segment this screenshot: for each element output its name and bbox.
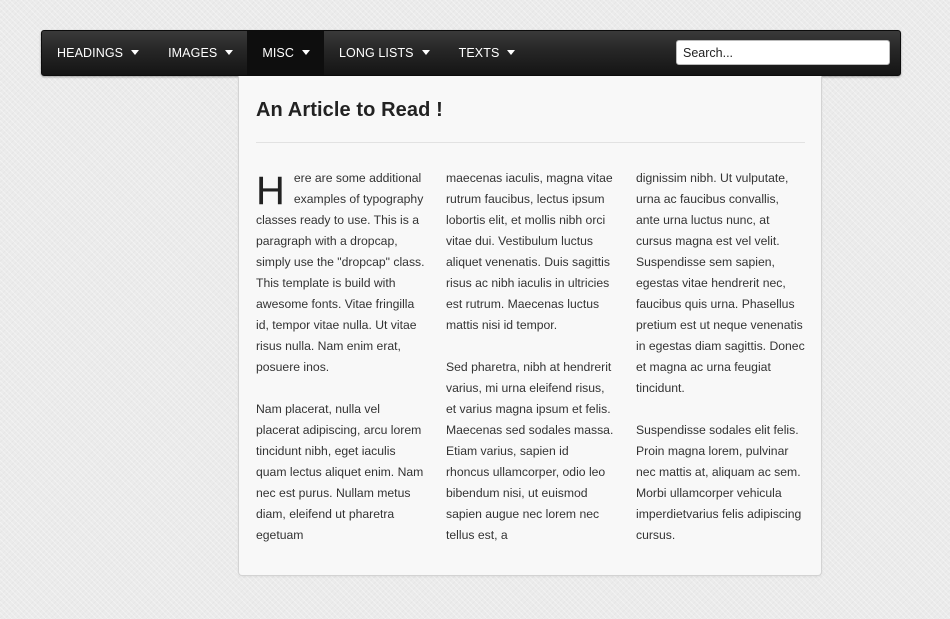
paragraph-text: ere are some additional examples of typography classes ready to use. This is a paragraph with a dropcap, simply use the "dropcap" class. This template is build with awesome fonts. Vitae fringilla id, tempor vitae nulla. Ut vitae risus nulla. Nam enim erat, posuere inos.	[256, 171, 425, 374]
article-paragraph	[256, 168, 425, 378]
nav-item-label: MISC	[262, 46, 294, 60]
nav-item-label: HEADINGS	[57, 46, 124, 60]
article-column-1	[256, 168, 425, 546]
article-card	[238, 76, 822, 576]
top-navbar	[41, 30, 901, 76]
nav-item-long-lists[interactable]	[324, 31, 444, 75]
nav-item-misc[interactable]	[247, 31, 324, 75]
caret-down-icon	[302, 50, 310, 55]
article-paragraph: Nam placerat, nulla vel placerat adipiscing, arcu lorem tincidunt nibh, eget iaculis quam lectus aliquet enim. Nam nec est purus. Nullam metus diam, eleifend ut pharetra egetuam	[256, 402, 424, 542]
caret-down-icon	[507, 50, 515, 55]
caret-down-icon	[225, 50, 233, 55]
article-paragraph: dignissim nibh. Ut vulputate, urna ac faucibus convallis, ante urna luctus nunc, at cursus magna est vel velit. Suspendisse sem sapien, egestas vitae hendrerit nec, faucibus quis urna. Phasellus pretium est ut neque venenatis in egestas diam sagittis. Donec et magna ac urna feugiat tincidunt.	[636, 171, 805, 395]
nav-item-images[interactable]	[153, 31, 247, 75]
search-input[interactable]	[676, 40, 890, 65]
nav-menu	[42, 31, 529, 75]
article-title: An Article to Read !	[256, 99, 443, 121]
nav-item-label: LONG LISTS	[338, 46, 414, 60]
article-column-2	[446, 168, 615, 546]
article-columns	[256, 168, 816, 546]
nav-item-headings[interactable]	[42, 31, 153, 75]
article-paragraph: Suspendisse sodales elit felis. Proin magna lorem, pulvinar nec mattis at, aliquam ac sem. Morbi ullamcorper vehicula imperdietvarius felis adipiscing cursus.	[636, 423, 802, 542]
caret-down-icon	[422, 50, 430, 55]
nav-item-label: IMAGES	[168, 46, 218, 60]
dropcap-letter: H	[256, 169, 285, 213]
article-paragraph: maecenas iaculis, magna vitae rutrum faucibus, lectus ipsum lobortis elit, et mollis nibh orci vitae dui. Vestibulum luctus aliquet venenatis. Duis sagittis risus ac nibh iaculis in ultricies est rutrum. Maecenas luctus mattis nisi id tempor.	[446, 171, 613, 332]
caret-down-icon	[131, 50, 139, 55]
article-paragraph: Sed pharetra, nibh at hendrerit varius, mi urna eleifend risus, et varius magna ipsum et felis. Maecenas sed sodales massa. Etiam varius, sapien id rhoncus ullamcorper, odio leo bibendum nisi, ut euismod sapien augue nec lorem nec tellus est, a	[446, 360, 614, 542]
article-column-3	[636, 168, 805, 546]
nav-item-texts[interactable]	[444, 31, 530, 75]
title-divider	[256, 142, 805, 143]
nav-item-label: TEXTS	[458, 46, 500, 60]
